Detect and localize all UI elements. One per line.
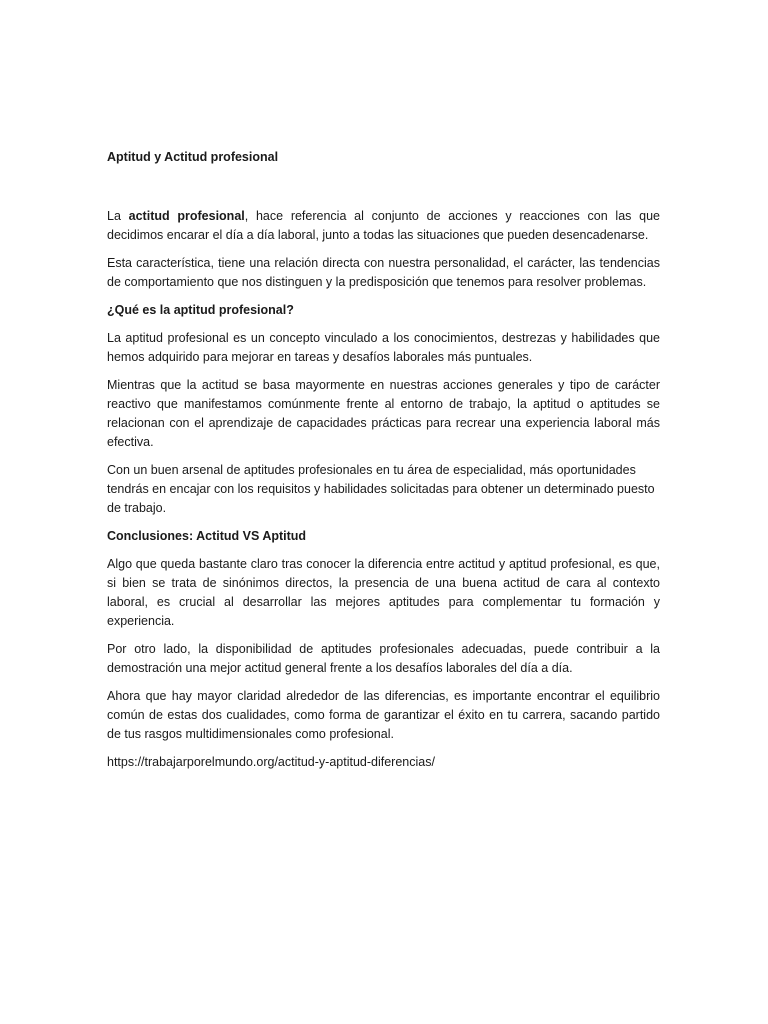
source-link[interactable]: https://trabajarporelmundo.org/actitud-y-aptitud-diferencias/ bbox=[107, 755, 435, 769]
paragraph-6: Algo que queda bastante claro tras conocer la diferencia entre actitud y aptitud profesional, es que, si bien se trata de sinónimos directos, la presencia de una buena actitud de cara al contexto laboral, es crucial al desarrollar las mejores aptitudes para complementar tu formación y experiencia. bbox=[107, 557, 660, 628]
intro-bold-term: actitud profesional bbox=[128, 209, 245, 223]
intro-prefix: La bbox=[107, 209, 129, 223]
paragraph-7: Por otro lado, la disponibilidad de aptitudes profesionales adecuadas, puede contribuir a la demostración una mejor actitud general frente a los desafíos laborales del día a día. bbox=[107, 642, 660, 675]
paragraph-2: Esta característica, tiene una relación directa con nuestra personalidad, el carácter, las tendencias de comportamiento que nos distinguen y la predisposición que tenemos para resolver problemas. bbox=[107, 256, 660, 289]
section-heading-aptitud: ¿Qué es la aptitud profesional? bbox=[107, 303, 294, 317]
document-body bbox=[107, 148, 660, 772]
intro-suffix: , hace referencia al conjunto de acciones y reacciones con las que decidimos encarar el día a día laboral, junto a todas las situaciones que pueden desencadenarse. bbox=[107, 209, 660, 242]
paragraph-4: Mientras que la actitud se basa mayormente en nuestras acciones generales y tipo de carácter reactivo que manifestamos comúnmente frente al entorno de trabajo, la aptitud o aptitudes se relacionan con el aprendizaje de capacidades prácticas para recrear una experiencia laboral más efectiva. bbox=[107, 378, 660, 449]
section-heading-conclusiones: Conclusiones: Actitud VS Aptitud bbox=[107, 529, 307, 543]
paragraph-3: La aptitud profesional es un concepto vinculado a los conocimientos, destrezas y habilidades que hemos adquirido para mejorar en tareas y desafíos laborales más puntuales. bbox=[107, 331, 660, 364]
intro-paragraph bbox=[107, 207, 660, 245]
paragraph-8: Ahora que hay mayor claridad alrededor de las diferencias, es importante encontrar el equilibrio común de estas dos cualidades, como forma de garantizar el éxito en tu carrera, sacando partido de tus rasgos multidimensionales como profesional. bbox=[107, 689, 660, 741]
document-title: Aptitud y Actitud profesional bbox=[107, 150, 279, 164]
paragraph-5: Con un buen arsenal de aptitudes profesionales en tu área de especialidad, más oportunidades tendrás en encajar con los requisitos y habilidades solicitadas para obtener un determinado puesto de trabajo. bbox=[107, 463, 655, 515]
